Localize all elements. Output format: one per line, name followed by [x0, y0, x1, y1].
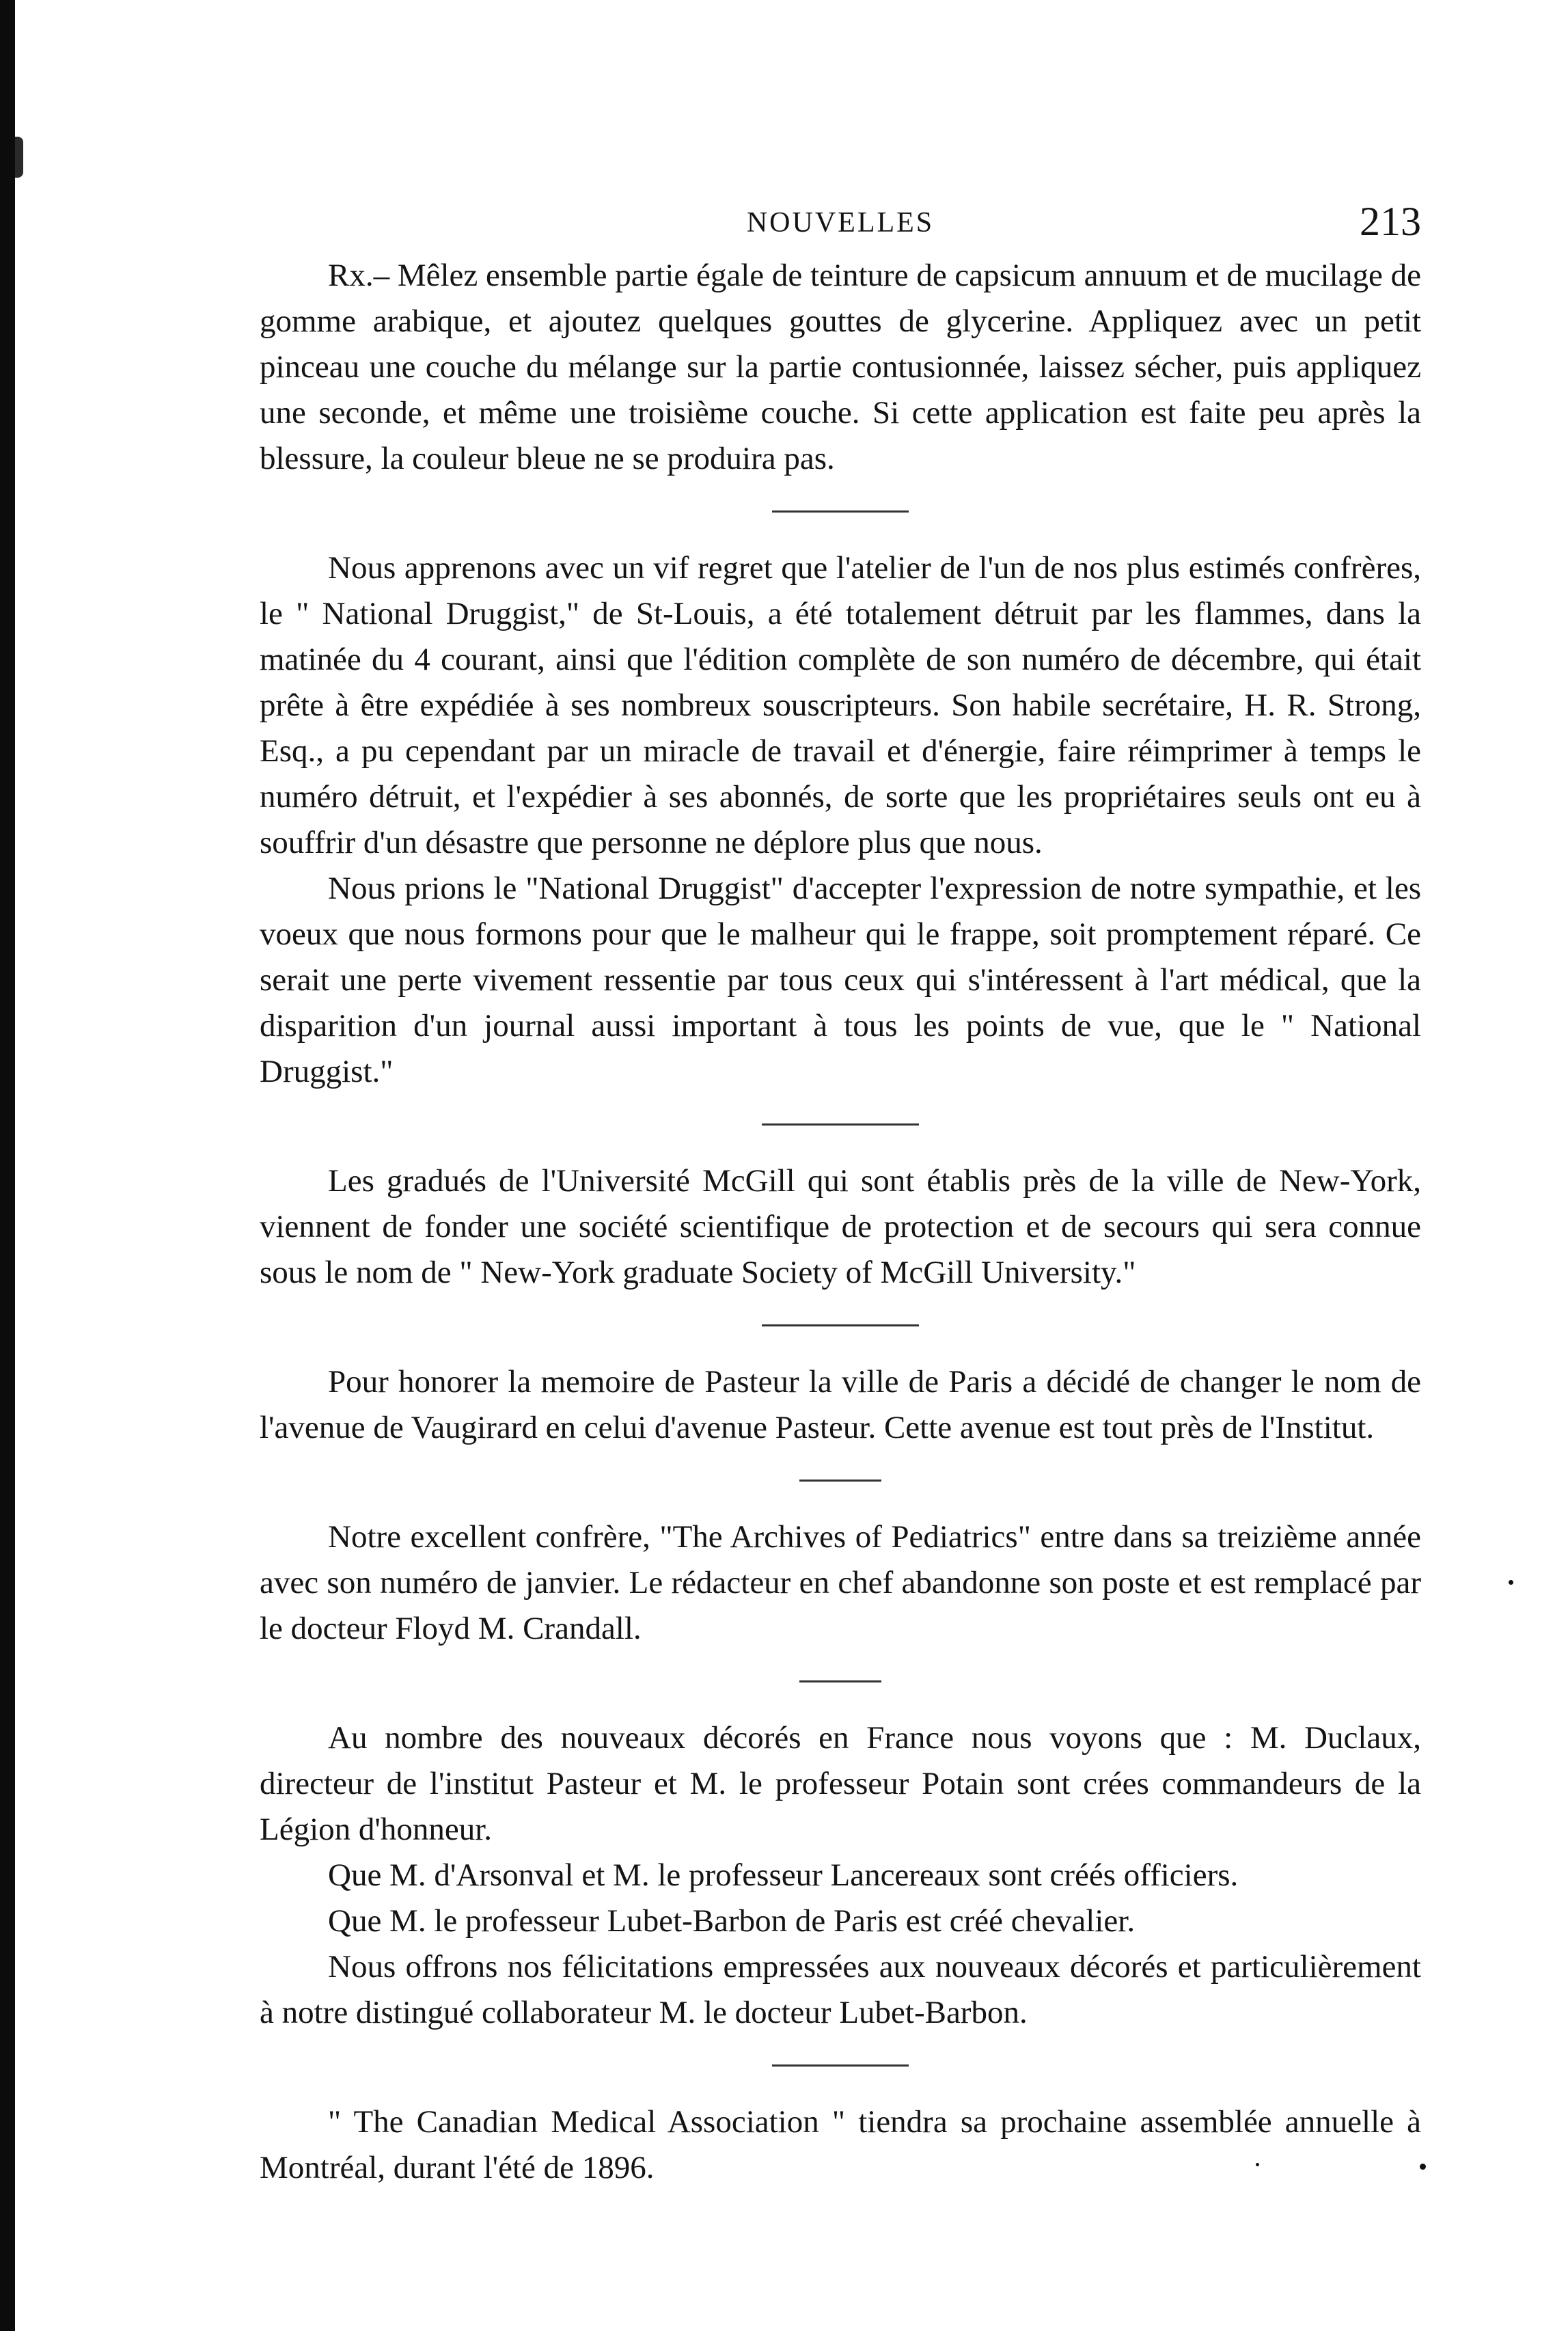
- ink-speck: [1509, 1580, 1513, 1585]
- separator-rule: [799, 1680, 881, 1682]
- paragraph-chevalier: Que M. le professeur Lubet-Barbon de Paris est créé chevalier.: [328, 1903, 1136, 1939]
- binding-edge: [0, 0, 15, 2331]
- paragraph-pasteur: Pour honorer la memoire de Pasteur la ville de Paris a décidé de changer le nom de l'avenue de Vaugirard en celui d'avenue Pasteur. Cette avenue est tout près de l'Institut.: [260, 1364, 1421, 1445]
- page-number: 213: [1360, 199, 1421, 244]
- paragraph-remedy: Rx.– Mêlez ensemble partie égale de teinture de capsicum annuum et de mucilage de gomme arabique, et ajoutez quelques gouttes de glycerine. Appliquez avec un petit pinceau une couche du mélange sur la partie contusionnée, laissez sécher, puis appliquez une seconde, et même une troisième couche. Si cette application est faite peu après la blessure, la couleur bleue ne se produira pas.: [260, 258, 1421, 476]
- page-header: [260, 191, 1421, 253]
- ink-speck: [1420, 2164, 1426, 2170]
- paragraph-congratulations: Nous offrons nos félicitations empressées aux nouveaux décorés et particulièrement à notre distingué collaborateur M. le docteur Lubet-Barbon.: [260, 1949, 1421, 2030]
- separator-rule: [799, 1480, 881, 1482]
- separator-rule: [772, 2064, 909, 2067]
- running-title: NOUVELLES: [746, 207, 935, 238]
- paragraph-decorations: Au nombre des nouveaux décorés en France nous voyons que : M. Duclaux, directeur de l'institut Pasteur et M. le professeur Potain sont crées commandeurs de la Légion d'honneur.: [260, 1720, 1421, 1847]
- binding-shadow: [15, 137, 23, 178]
- separator-rule: [762, 1123, 919, 1126]
- ink-speck: [1256, 2163, 1259, 2166]
- paragraph-fire-news: Nous apprenons avec un vif regret que l'atelier de l'un de nos plus estimés confrères, le " National Druggist," de St-Louis, a été totalement détruit par les flammes, dans la matinée du 4 courant, ainsi que l'édition complète de son numéro de décembre, qui était prête à être expédiée à ses nombreux souscripteurs. Son habile secrétaire, H. R. Strong, Esq., a pu cependant par un miracle de travail et d'énergie, faire réimprimer à temps le numéro détruit, et l'expédier à ses abonnés, de sorte que les propriétaires seuls ont eu à souffrir d'un désastre que personne ne déplore plus que nous.: [260, 550, 1421, 860]
- separator-rule: [772, 510, 909, 513]
- paragraph-officers: Que M. d'Arsonval et M. le professeur Lancereaux sont créés officiers.: [328, 1857, 1239, 1893]
- paragraph-association: " The Canadian Medical Association " tiendra sa prochaine assemblée annuelle à Montréal, durant l'été de 1896.: [260, 2104, 1421, 2185]
- paragraph-mcgill: Les gradués de l'Université McGill qui sont établis près de la ville de New-York, viennent de fonder une société scientifique de protection et de secours qui sera connue sous le nom de " New-York graduate Society of McGill University.": [260, 1163, 1421, 1290]
- paragraph-archives: Notre excellent confrère, "The Archives of Pediatrics" entre dans sa treizième année avec son numéro de janvier. Le rédacteur en chef abandonne son poste et est remplacé par le docteur Floyd M. Crandall.: [260, 1519, 1421, 1646]
- paragraph-sympathy: Nous prions le "National Druggist" d'accepter l'expression de notre sympathie, et les voeux que nous formons pour que le malheur qui le frappe, soit promptement réparé. Ce serait une perte vivement ressentie par tous ceux qui s'intéressent à l'art médical, que la disparition d'un journal aussi important à tous les points de vue, que le " National Druggist.": [260, 871, 1421, 1089]
- page-content: [260, 191, 1421, 2191]
- separator-rule: [762, 1324, 919, 1326]
